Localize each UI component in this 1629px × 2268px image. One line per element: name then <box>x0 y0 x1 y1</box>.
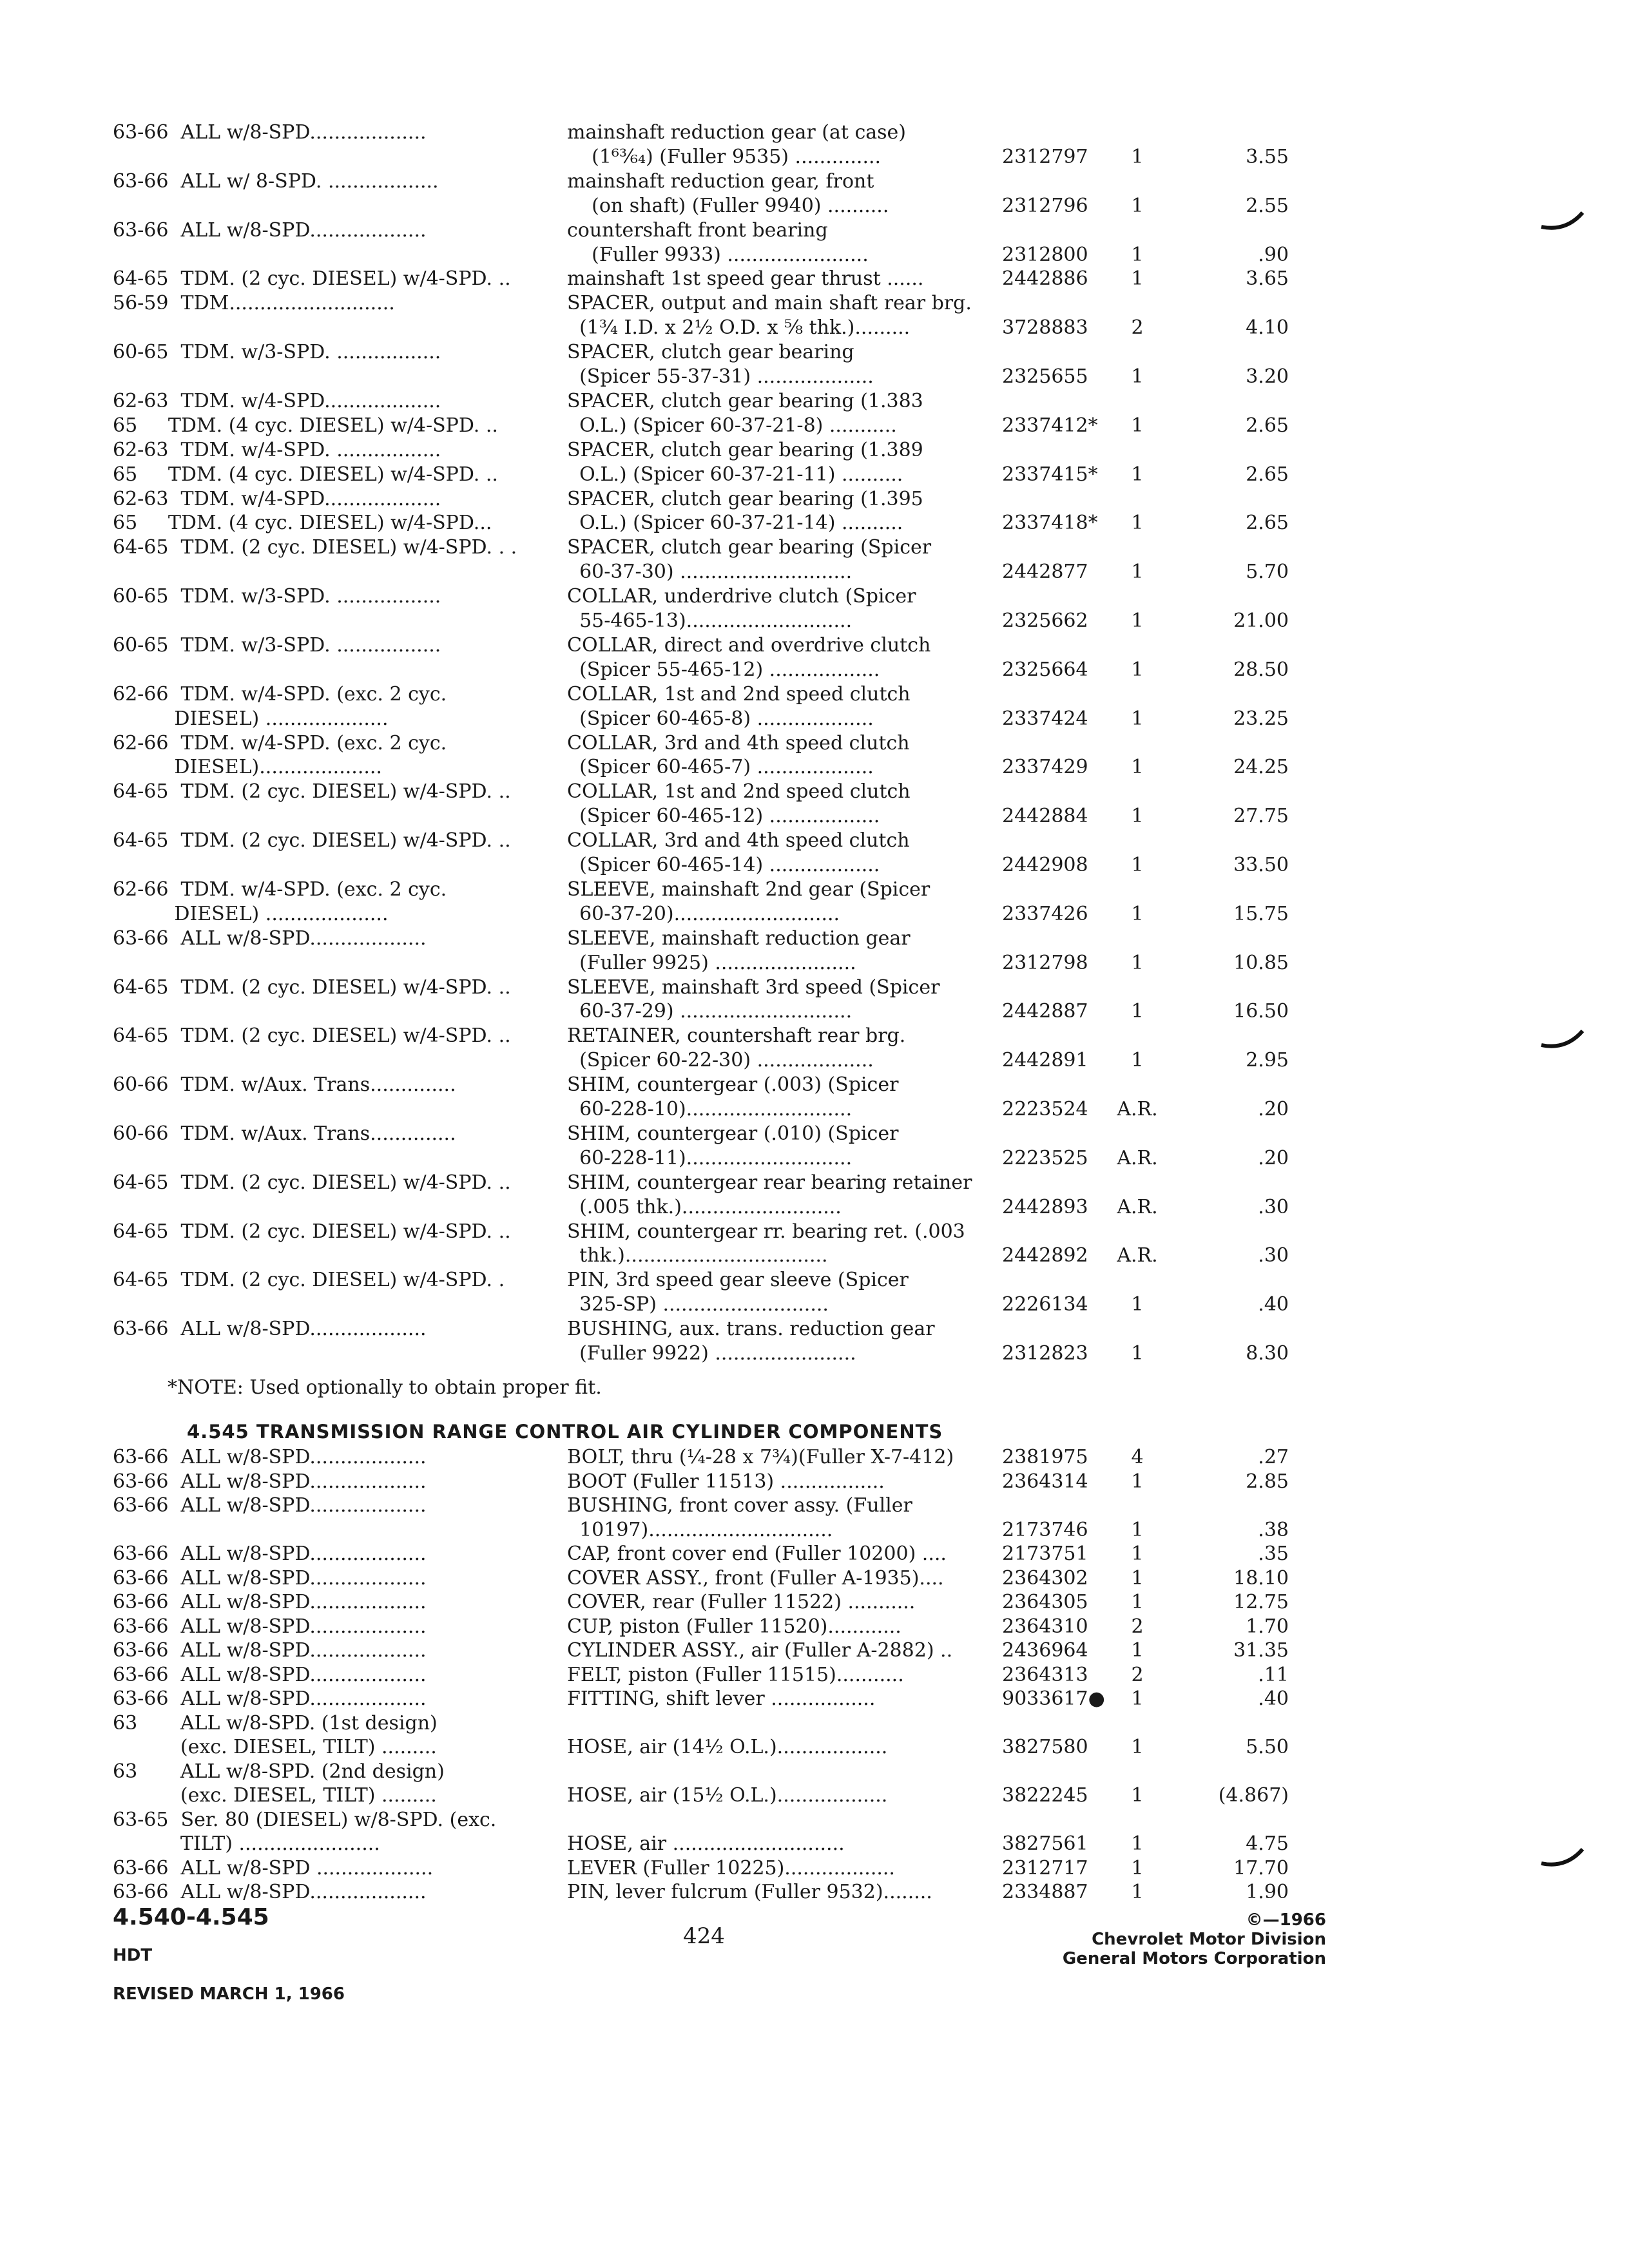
description-cell: (Spicer 55-465-12) .................. <box>567 658 880 681</box>
quantity-cell: 1 <box>1131 463 1144 486</box>
part-number-cell: 3827561 <box>1002 1832 1088 1855</box>
model-cell: 63 ALL w/8-SPD. (1st design) <box>113 1711 438 1735</box>
price-cell: 2.65 <box>1246 463 1289 486</box>
price-cell: .20 <box>1258 1098 1289 1120</box>
description-cell: SHIM, countergear rr. bearing ret. (.003 <box>567 1220 965 1243</box>
price-cell: 8.30 <box>1246 1342 1289 1365</box>
quantity-cell: 1 <box>1131 1566 1144 1590</box>
part-number-cell: 3728883 <box>1002 316 1088 340</box>
description-cell: SHIM, countergear (.003) (Spicer <box>567 1073 899 1097</box>
description-cell: BOLT, thru (¼-28 x 7¾)(Fuller X-7-412) <box>567 1446 954 1468</box>
description-cell: (1⁶³⁄₆₄) (Fuller 9535) .............. <box>567 145 882 168</box>
copyright: ©—1966 <box>1246 1910 1326 1930</box>
part-number-cell: 2381975 <box>1002 1446 1088 1468</box>
model-cell: 64-65 TDM. (2 cyc. DIESEL) w/4-SPD. . <box>113 1269 505 1292</box>
part-number-cell: 2337424 <box>1002 707 1088 730</box>
description-cell: SLEEVE, mainshaft reduction gear <box>567 927 911 950</box>
part-number-cell: 3827580 <box>1002 1736 1088 1758</box>
description-cell: 60-37-30) ............................ <box>567 561 853 584</box>
model-cell: 64-65 TDM. (2 cyc. DIESEL) w/4-SPD. .. <box>113 975 511 999</box>
part-number-cell: 2442908 <box>1002 854 1088 876</box>
quantity-cell: 1 <box>1131 194 1144 217</box>
description-cell: 325-SP) ........................... <box>567 1293 829 1316</box>
model-cell: 56-59 TDM........................... <box>113 292 395 315</box>
description-cell: (Spicer 60-465-12) .................. <box>567 805 880 828</box>
model-cell: 63 ALL w/8-SPD. (2nd design) <box>113 1760 445 1783</box>
description-cell: O.L.) (Spicer 60-37-21-14) .......... <box>567 512 903 535</box>
price-cell: (4.867) <box>1218 1784 1289 1807</box>
price-cell: 2.65 <box>1246 414 1289 437</box>
description-cell: RETAINER, countershaft rear brg. <box>567 1024 906 1048</box>
quantity-cell: 1 <box>1131 1591 1144 1613</box>
model-cell: 60-65 TDM. w/3-SPD. ................. <box>113 585 441 608</box>
price-cell: 2.95 <box>1246 1049 1289 1072</box>
footnote: *NOTE: Used optionally to obtain proper fit. <box>168 1376 602 1399</box>
description-cell: COLLAR, 3rd and 4th speed clutch <box>567 731 910 754</box>
part-number-cell: 2312796 <box>1002 194 1088 217</box>
part-number-cell: 2337429 <box>1002 756 1088 779</box>
description-cell: mainshaft 1st speed gear thrust ...... <box>567 267 924 291</box>
part-number-cell: 2173751 <box>1002 1542 1088 1565</box>
description-cell: O.L.) (Spicer 60-37-21-11) .......... <box>567 463 903 486</box>
description-cell: 10197).............................. <box>567 1518 833 1541</box>
quantity-cell: 1 <box>1131 561 1144 584</box>
description-cell: SPACER, clutch gear bearing (1.395 <box>567 487 923 510</box>
part-number-cell: 2334887 <box>1002 1881 1088 1903</box>
quantity-cell: A.R. <box>1117 1195 1158 1218</box>
description-cell: LEVER (Fuller 10225).................. <box>567 1856 895 1879</box>
part-number-cell: 2442877 <box>1002 561 1088 584</box>
model-cell: 63-65 Ser. 80 (DIESEL) w/8-SPD. (exc. <box>113 1808 497 1831</box>
description-cell: COLLAR, 1st and 2nd speed clutch <box>567 780 911 803</box>
part-number-cell: 2442887 <box>1002 1000 1088 1023</box>
part-number-cell: 2312823 <box>1002 1342 1088 1365</box>
model-cell: 62-66 TDM. w/4-SPD. (exc. 2 cyc. <box>113 731 447 754</box>
model-cell: 65 TDM. (4 cyc. DIESEL) w/4-SPD... <box>113 512 492 535</box>
part-number-cell: 2337415* <box>1002 463 1098 486</box>
description-cell: thk.)................................. <box>567 1244 828 1267</box>
price-cell: .27 <box>1258 1446 1289 1468</box>
quantity-cell: 1 <box>1131 414 1144 437</box>
description-cell: mainshaft reduction gear, front <box>567 169 874 193</box>
price-cell: 23.25 <box>1233 707 1289 730</box>
model-cell: DIESEL) .................... <box>113 707 389 730</box>
part-number-cell: 2226134 <box>1002 1293 1088 1316</box>
description-cell: SPACER, clutch gear bearing <box>567 341 854 364</box>
model-cell: 63-66 ALL w/ 8-SPD. .................. <box>113 169 439 193</box>
model-cell: 64-65 TDM. (2 cyc. DIESEL) w/4-SPD. .. <box>113 1171 511 1194</box>
price-cell: .11 <box>1258 1663 1289 1686</box>
price-cell: 2.65 <box>1246 512 1289 535</box>
quantity-cell: 1 <box>1131 145 1144 168</box>
price-cell: 4.10 <box>1246 316 1289 340</box>
price-cell: 1.90 <box>1246 1881 1289 1903</box>
model-cell: TILT) ....................... <box>113 1832 380 1855</box>
price-cell: .35 <box>1258 1542 1289 1565</box>
model-cell: (exc. DIESEL, TILT) ......... <box>113 1784 437 1807</box>
description-cell: HOSE, air ............................ <box>567 1832 845 1855</box>
description-cell: (Fuller 9922) ....................... <box>567 1342 856 1365</box>
part-number-cell: 2325664 <box>1002 658 1088 681</box>
price-cell: 21.00 <box>1233 610 1289 632</box>
quantity-cell: 1 <box>1131 658 1144 681</box>
quantity-cell: 1 <box>1131 1687 1144 1710</box>
quantity-cell: 1 <box>1131 1639 1144 1662</box>
description-cell: COVER, rear (Fuller 11522) ........... <box>567 1591 916 1613</box>
model-cell: 63-66 ALL w/8-SPD................... <box>113 1470 427 1493</box>
description-cell: SHIM, countergear (.010) (Spicer <box>567 1122 899 1145</box>
description-cell: O.L.) (Spicer 60-37-21-8) ........... <box>567 414 897 437</box>
description-cell: BUSHING, front cover assy. (Fuller <box>567 1494 912 1517</box>
description-cell: (Spicer 55-37-31) ................... <box>567 365 874 388</box>
revision-date: REVISED MARCH 1, 1966 <box>113 1984 345 2004</box>
model-cell: 64-65 TDM. (2 cyc. DIESEL) w/4-SPD. .. <box>113 1024 511 1048</box>
page-number: 424 <box>683 1923 725 1949</box>
model-cell: 62-66 TDM. w/4-SPD. (exc. 2 cyc. <box>113 878 447 901</box>
description-cell: SLEEVE, mainshaft 3rd speed (Spicer <box>567 975 940 999</box>
model-cell: 62-63 TDM. w/4-SPD................... <box>113 389 441 412</box>
description-cell: 55-465-13)........................... <box>567 610 853 632</box>
price-cell: 4.75 <box>1246 1832 1289 1855</box>
price-cell: 33.50 <box>1233 854 1289 876</box>
model-cell: 60-65 TDM. w/3-SPD. ................. <box>113 341 441 364</box>
price-cell: .38 <box>1258 1518 1289 1541</box>
price-cell: 16.50 <box>1233 1000 1289 1023</box>
price-cell: 28.50 <box>1233 658 1289 681</box>
part-number-cell: 2364310 <box>1002 1615 1088 1638</box>
part-number-cell: 2364302 <box>1002 1566 1088 1590</box>
description-cell: 60-37-29) ............................ <box>567 1000 853 1023</box>
model-cell: 63-66 ALL w/8-SPD................... <box>113 1591 427 1613</box>
description-cell: (Spicer 60-465-7) ................... <box>567 756 874 779</box>
description-cell: HOSE, air (14½ O.L.).................. <box>567 1736 888 1758</box>
part-number-cell: 9033617● <box>1002 1687 1105 1710</box>
part-number-cell: 2312797 <box>1002 145 1088 168</box>
model-cell: 63-66 ALL w/8-SPD................... <box>113 1639 427 1662</box>
price-cell: 3.65 <box>1246 267 1289 291</box>
description-cell: COLLAR, direct and overdrive clutch <box>567 633 931 657</box>
description-cell: SPACER, output and main shaft rear brg. <box>567 292 972 315</box>
description-cell: COLLAR, underdrive clutch (Spicer <box>567 585 916 608</box>
price-cell: .90 <box>1258 243 1289 266</box>
description-cell: PIN, lever fulcrum (Fuller 9532)........ <box>567 1881 932 1903</box>
part-number-cell: 2442892 <box>1002 1244 1088 1267</box>
part-number-cell: 2325662 <box>1002 610 1088 632</box>
part-number-cell: 2337418* <box>1002 512 1098 535</box>
price-cell: 10.85 <box>1233 951 1289 974</box>
price-cell: 3.55 <box>1246 145 1289 168</box>
part-number-cell: 2312798 <box>1002 951 1088 974</box>
quantity-cell: A.R. <box>1117 1244 1158 1267</box>
model-cell: DIESEL) .................... <box>113 902 389 925</box>
description-cell: (Fuller 9925) ....................... <box>567 951 856 974</box>
quantity-cell: 1 <box>1131 243 1144 266</box>
quantity-cell: 1 <box>1131 1542 1144 1565</box>
quantity-cell: 1 <box>1131 1000 1144 1023</box>
part-number-cell: 2312800 <box>1002 243 1088 266</box>
quantity-cell: 1 <box>1131 1470 1144 1493</box>
price-cell: .40 <box>1258 1293 1289 1316</box>
part-number-cell: 2173746 <box>1002 1518 1088 1541</box>
model-cell: 60-66 TDM. w/Aux. Trans.............. <box>113 1122 456 1145</box>
description-cell: FITTING, shift lever ................. <box>567 1687 876 1710</box>
description-cell: SLEEVE, mainshaft 2nd gear (Spicer <box>567 878 930 901</box>
model-cell: 64-65 TDM. (2 cyc. DIESEL) w/4-SPD. . . <box>113 536 517 559</box>
model-cell: 64-65 TDM. (2 cyc. DIESEL) w/4-SPD. .. <box>113 267 511 291</box>
quantity-cell: 1 <box>1131 1049 1144 1072</box>
price-cell: 5.50 <box>1246 1736 1289 1758</box>
part-number-cell: 2364313 <box>1002 1663 1088 1686</box>
price-cell: 31.35 <box>1233 1639 1289 1662</box>
model-cell: 64-65 TDM. (2 cyc. DIESEL) w/4-SPD. .. <box>113 1220 511 1243</box>
description-cell: SPACER, clutch gear bearing (Spicer <box>567 536 932 559</box>
model-cell: 62-63 TDM. w/4-SPD................... <box>113 487 441 510</box>
quantity-cell: A.R. <box>1117 1146 1158 1169</box>
corporation-name: General Motors Corporation <box>1062 1949 1326 1968</box>
description-cell: BOOT (Fuller 11513) ................. <box>567 1470 885 1493</box>
description-cell: (Spicer 60-465-14) .................. <box>567 854 880 876</box>
quantity-cell: 1 <box>1131 610 1144 632</box>
model-cell: 63-66 ALL w/8-SPD................... <box>113 121 427 144</box>
description-cell: (on shaft) (Fuller 9940) .......... <box>567 194 889 217</box>
quantity-cell: 1 <box>1131 951 1144 974</box>
quantity-cell: 1 <box>1131 854 1144 876</box>
model-cell: 63-66 ALL w/8-SPD................... <box>113 1566 427 1590</box>
model-cell: 63-66 ALL w/8-SPD................... <box>113 1318 427 1341</box>
binder-hole-mark <box>1540 207 1585 233</box>
price-cell: 3.20 <box>1246 365 1289 388</box>
price-cell: 12.75 <box>1233 1591 1289 1613</box>
quantity-cell: 4 <box>1131 1446 1144 1468</box>
part-number-cell: 3822245 <box>1002 1784 1088 1807</box>
price-cell: .30 <box>1258 1195 1289 1218</box>
model-cell: 63-66 ALL w/8-SPD................... <box>113 1881 427 1903</box>
model-cell: 63-66 ALL w/8-SPD................... <box>113 218 427 242</box>
model-cell: 62-66 TDM. w/4-SPD. (exc. 2 cyc. <box>113 682 447 706</box>
model-cell: 63-66 ALL w/8-SPD ................... <box>113 1856 434 1879</box>
quantity-cell: 1 <box>1131 707 1144 730</box>
description-cell: FELT, piston (Fuller 11515)........... <box>567 1663 904 1686</box>
section-heading: 4.545 TRANSMISSION RANGE CONTROL AIR CYLINDER COMPONENTS <box>187 1421 943 1443</box>
price-cell: 15.75 <box>1233 902 1289 925</box>
model-cell: 63-66 ALL w/8-SPD................... <box>113 1494 427 1517</box>
quantity-cell: 2 <box>1131 316 1144 340</box>
part-number-cell: 2312717 <box>1002 1856 1088 1879</box>
price-cell: 24.25 <box>1233 756 1289 779</box>
description-cell: HOSE, air (15½ O.L.).................. <box>567 1784 888 1807</box>
model-cell: 60-66 TDM. w/Aux. Trans.............. <box>113 1073 456 1097</box>
quantity-cell: A.R. <box>1117 1098 1158 1120</box>
quantity-cell: 1 <box>1131 1832 1144 1855</box>
description-cell: COLLAR, 1st and 2nd speed clutch <box>567 682 911 706</box>
description-cell: SPACER, clutch gear bearing (1.389 <box>567 438 923 461</box>
quantity-cell: 1 <box>1131 756 1144 779</box>
price-cell: .20 <box>1258 1146 1289 1169</box>
model-cell: 63-66 ALL w/8-SPD................... <box>113 927 427 950</box>
description-cell: 60-228-11)........................... <box>567 1146 853 1169</box>
model-cell: (exc. DIESEL, TILT) ......... <box>113 1736 437 1758</box>
description-cell: mainshaft reduction gear (at case) <box>567 121 906 144</box>
description-cell: (.005 thk.).......................... <box>567 1195 842 1218</box>
model-cell: DIESEL).................... <box>113 756 382 779</box>
quantity-cell: 1 <box>1131 1293 1144 1316</box>
quantity-cell: 1 <box>1131 267 1144 291</box>
description-cell: COVER ASSY., front (Fuller A-1935).... <box>567 1566 944 1590</box>
price-cell: .30 <box>1258 1244 1289 1267</box>
binder-hole-mark <box>1540 1844 1585 1870</box>
price-cell: 17.70 <box>1233 1856 1289 1879</box>
part-number-cell: 2442891 <box>1002 1049 1088 1072</box>
description-cell: CUP, piston (Fuller 11520)............ <box>567 1615 901 1638</box>
model-cell: 65 TDM. (4 cyc. DIESEL) w/4-SPD. .. <box>113 414 498 437</box>
part-number-cell: 2325655 <box>1002 365 1088 388</box>
price-cell: 2.55 <box>1246 194 1289 217</box>
description-cell: BUSHING, aux. trans. reduction gear <box>567 1318 935 1341</box>
part-number-cell: 2364305 <box>1002 1591 1088 1613</box>
part-number-cell: 2442884 <box>1002 805 1088 828</box>
quantity-cell: 1 <box>1131 365 1144 388</box>
description-cell: (Fuller 9933) ....................... <box>567 243 869 266</box>
division-name: Chevrolet Motor Division <box>1092 1930 1326 1949</box>
model-cell: 60-65 TDM. w/3-SPD. ................. <box>113 633 441 657</box>
model-cell: 65 TDM. (4 cyc. DIESEL) w/4-SPD. .. <box>113 463 498 486</box>
price-cell: .40 <box>1258 1687 1289 1710</box>
quantity-cell: 1 <box>1131 1736 1144 1758</box>
description-cell: CYLINDER ASSY., air (Fuller A-2882) .. <box>567 1639 953 1662</box>
hdt-label: HDT <box>113 1946 153 1965</box>
description-cell: SPACER, clutch gear bearing (1.383 <box>567 389 923 412</box>
quantity-cell: 1 <box>1131 1856 1144 1879</box>
quantity-cell: 1 <box>1131 1342 1144 1365</box>
description-cell: CAP, front cover end (Fuller 10200) .... <box>567 1542 947 1565</box>
model-cell: 63-66 ALL w/8-SPD................... <box>113 1446 427 1468</box>
part-number-cell: 2442886 <box>1002 267 1088 291</box>
description-cell: (Spicer 60-22-30) ................... <box>567 1049 874 1072</box>
price-cell: 5.70 <box>1246 561 1289 584</box>
quantity-cell: 1 <box>1131 1518 1144 1541</box>
model-cell: 64-65 TDM. (2 cyc. DIESEL) w/4-SPD. .. <box>113 829 511 852</box>
price-cell: 18.10 <box>1233 1566 1289 1590</box>
description-cell: 60-228-10)........................... <box>567 1098 853 1120</box>
part-number-cell: 2337412* <box>1002 414 1098 437</box>
description-cell: (1¾ I.D. x 2½ O.D. x ⅝ thk.)......... <box>567 316 911 340</box>
quantity-cell: 1 <box>1131 1881 1144 1903</box>
quantity-cell: 1 <box>1131 805 1144 828</box>
quantity-cell: 1 <box>1131 902 1144 925</box>
part-number-cell: 2436964 <box>1002 1639 1088 1662</box>
model-cell: 62-63 TDM. w/4-SPD. ................. <box>113 438 441 461</box>
quantity-cell: 1 <box>1131 1784 1144 1807</box>
part-number-cell: 2223524 <box>1002 1098 1088 1120</box>
binder-hole-mark <box>1540 1026 1585 1052</box>
part-number-cell: 2223525 <box>1002 1146 1088 1169</box>
price-cell: 1.70 <box>1246 1615 1289 1638</box>
price-cell: 2.85 <box>1246 1470 1289 1493</box>
section-range: 4.540-4.545 <box>113 1904 269 1930</box>
part-number-cell: 2442893 <box>1002 1195 1088 1218</box>
description-cell: PIN, 3rd speed gear sleeve (Spicer <box>567 1269 909 1292</box>
description-cell: 60-37-20)........................... <box>567 902 840 925</box>
model-cell: 63-66 ALL w/8-SPD................... <box>113 1687 427 1710</box>
price-cell: 27.75 <box>1233 805 1289 828</box>
description-cell: SHIM, countergear rear bearing retainer <box>567 1171 972 1194</box>
part-number-cell: 2337426 <box>1002 902 1088 925</box>
quantity-cell: 1 <box>1131 512 1144 535</box>
quantity-cell: 2 <box>1131 1615 1144 1638</box>
quantity-cell: 2 <box>1131 1663 1144 1686</box>
model-cell: 63-66 ALL w/8-SPD................... <box>113 1542 427 1565</box>
description-cell: (Spicer 60-465-8) ................... <box>567 707 874 730</box>
model-cell: 63-66 ALL w/8-SPD................... <box>113 1615 427 1638</box>
model-cell: 64-65 TDM. (2 cyc. DIESEL) w/4-SPD. .. <box>113 780 511 803</box>
description-cell: countershaft front bearing <box>567 218 828 242</box>
part-number-cell: 2364314 <box>1002 1470 1088 1493</box>
model-cell: 63-66 ALL w/8-SPD................... <box>113 1663 427 1686</box>
description-cell: COLLAR, 3rd and 4th speed clutch <box>567 829 910 852</box>
